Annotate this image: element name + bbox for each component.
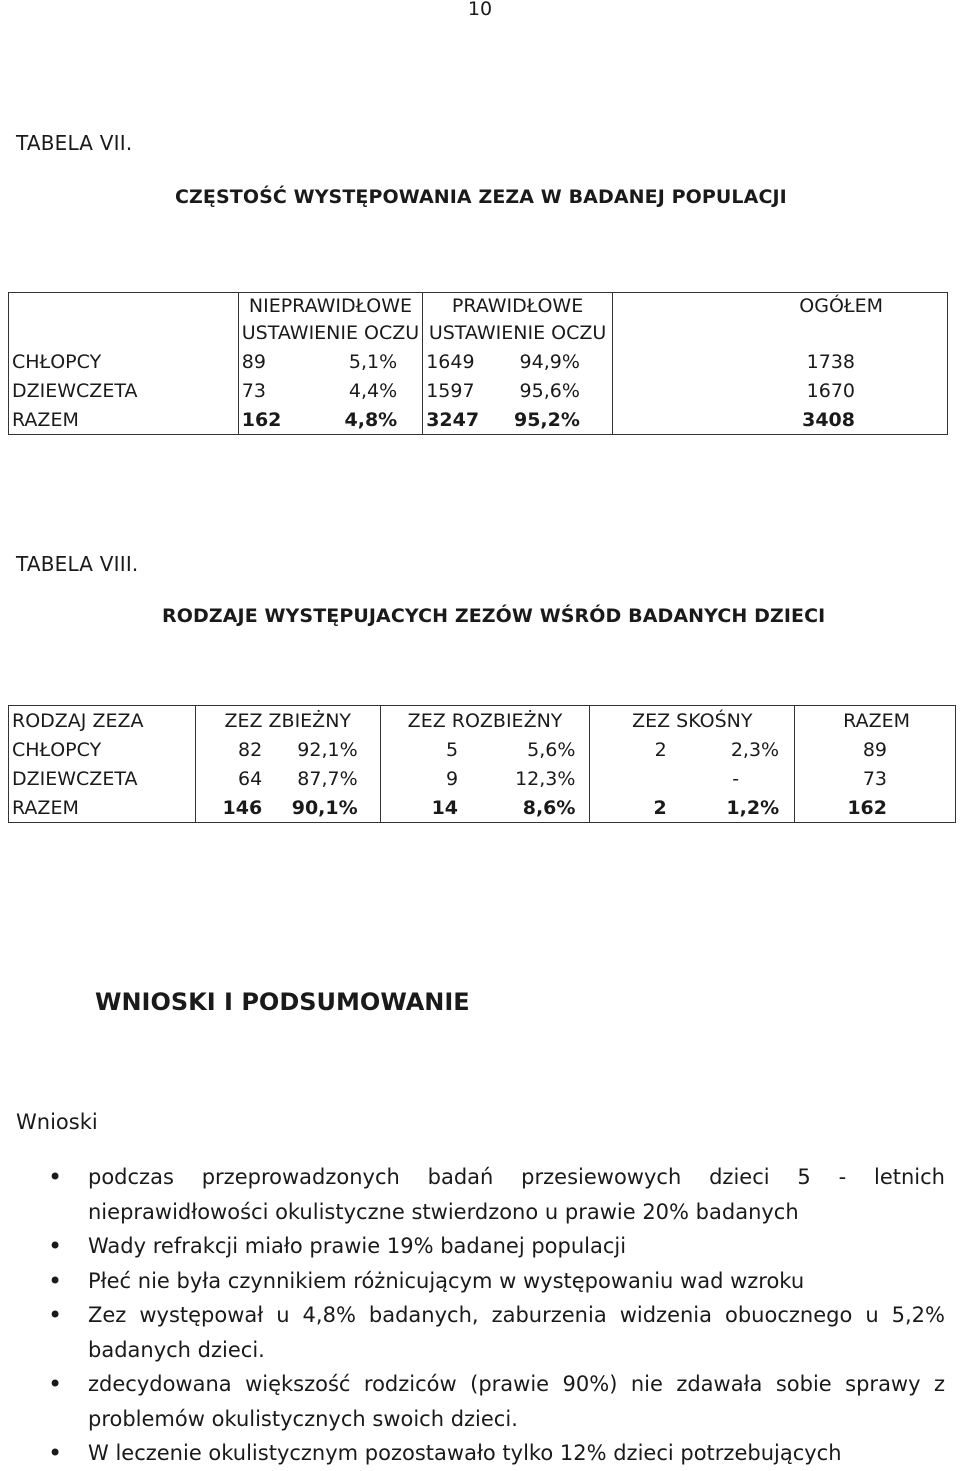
- table8-header-cell: RAZEM: [795, 706, 956, 736]
- table8-cell: 162: [795, 793, 956, 823]
- table8-cell: 82: [195, 735, 270, 764]
- table7-cell: 94,9%: [519, 350, 580, 373]
- table8-header-cell: RODZAJ ZEZA: [12, 709, 144, 732]
- table8: [8, 705, 956, 823]
- table8-cell: 90,1%: [291, 796, 358, 819]
- table8-cell: 5,6%: [527, 738, 576, 761]
- list-item: • Zez występował u 4,8% badanych, zaburzenia widzenia obuocznego u 5,2% badanych dzieci.: [40, 1298, 945, 1367]
- table7-row-label: DZIEWCZETA: [12, 379, 138, 402]
- conclusions-heading: WNIOSKI I PODSUMOWANIE: [95, 988, 470, 1016]
- table8-cell: 89: [795, 735, 956, 764]
- list-item: • W leczenie okulistycznym pozostawało tylko 12% dzieci potrzebujących: [40, 1436, 945, 1471]
- table8-label: TABELA VIII.: [16, 552, 139, 576]
- table8-cell: 2: [590, 735, 675, 764]
- list-item: • Wady refrakcji miało prawie 19% badanej populacji: [40, 1229, 945, 1264]
- table-row: [9, 405, 948, 435]
- table8-cell: 73: [795, 764, 956, 793]
- table7-cell: 162: [238, 405, 303, 435]
- table8-header-cell: ZEZ ZBIEŻNY: [195, 706, 380, 736]
- table8-header-row: [9, 706, 956, 736]
- table7-header-col3: OGÓŁEM: [612, 293, 947, 348]
- table8-cell: 5: [380, 735, 470, 764]
- conclusions-list: [40, 1160, 945, 1471]
- table8-cell: 2: [590, 793, 675, 823]
- table7-header-col1-line1: NIEPRAWIDŁOWE: [248, 295, 413, 317]
- table7-header-col2-line2: USTAWIENIE OCZU: [428, 322, 607, 344]
- table7: [8, 292, 948, 435]
- table7-cell: 3247: [423, 405, 493, 435]
- table7-cell: 1738: [612, 347, 947, 376]
- table-row: [9, 376, 948, 405]
- table8-cell: 8,6%: [522, 796, 576, 819]
- table7-cell: 4,8%: [344, 408, 398, 431]
- table7-row-label: RAZEM: [12, 408, 79, 431]
- table8-row-label: CHŁOPCY: [12, 738, 102, 761]
- table7-cell: 4,4%: [348, 379, 398, 402]
- table7-cell: 73: [238, 376, 303, 405]
- table8-cell: 92,1%: [297, 738, 358, 761]
- table7-header-col1-line2: USTAWIENIE OCZU: [241, 322, 420, 344]
- table8-cell: 2,3%: [730, 738, 780, 761]
- table8-header-cell: ZEZ SKOŚNY: [590, 706, 795, 736]
- table7-row-label: CHŁOPCY: [12, 350, 102, 373]
- table7-title: CZĘSTOŚĆ WYSTĘPOWANIA ZEZA W BADANEJ POPULACJI: [175, 186, 787, 208]
- table7-cell: 1649: [423, 347, 493, 376]
- table8-cell: 87,7%: [297, 767, 358, 790]
- table8-cell: 1,2%: [726, 796, 780, 819]
- table7-cell: 95,6%: [519, 379, 580, 402]
- table8-cell: [590, 764, 675, 793]
- table7-header-col1: [238, 293, 422, 348]
- table8-cell: 64: [195, 764, 270, 793]
- table7-header-empty: [9, 293, 239, 348]
- table8-cell: 12,3%: [515, 767, 576, 790]
- table7-header-col2: [423, 293, 613, 348]
- table8-row-label: RAZEM: [12, 796, 79, 819]
- table8-cell: 9: [380, 764, 470, 793]
- table7-cell: 1670: [612, 376, 947, 405]
- page-number: 10: [467, 0, 493, 20]
- table-row: [9, 793, 956, 823]
- table8-cell: 14: [380, 793, 470, 823]
- list-item: • podczas przeprowadzonych badań przesiewowych dzieci 5 - letnich nieprawidłowości okulistyczne stwierdzono u prawie 20% badanych: [40, 1160, 945, 1229]
- table7-cell: 1597: [423, 376, 493, 405]
- table7-header-row: [9, 293, 948, 348]
- table8-title: RODZAJE WYSTĘPUJACYCH ZEZÓW WŚRÓD BADANYCH DZIECI: [162, 605, 826, 627]
- table7-cell: 95,2%: [513, 408, 580, 431]
- table7-cell: 89: [238, 347, 303, 376]
- table8-header-cell: ZEZ ROZBIEŻNY: [380, 706, 590, 736]
- table8-row-label: DZIEWCZETA: [12, 767, 138, 790]
- table7-label: TABELA VII.: [16, 131, 133, 155]
- table-row: [9, 735, 956, 764]
- table-row: [9, 347, 948, 376]
- list-item: • Płeć nie była czynnikiem różnicującym w występowaniu wad wzroku: [40, 1264, 945, 1299]
- conclusions-subheading: Wnioski: [16, 1110, 98, 1134]
- table-row: [9, 764, 956, 793]
- table8-cell: -: [732, 767, 740, 790]
- table7-cell: 3408: [612, 405, 947, 435]
- table7-cell: 5,1%: [348, 350, 398, 373]
- table8-cell: 146: [195, 793, 270, 823]
- list-item: • zdecydowana większość rodziców (prawie 90%) nie zdawała sobie sprawy z problemów okulistycznych swoich dzieci.: [40, 1367, 945, 1436]
- table7-header-col2-line1: PRAWIDŁOWE: [451, 295, 584, 317]
